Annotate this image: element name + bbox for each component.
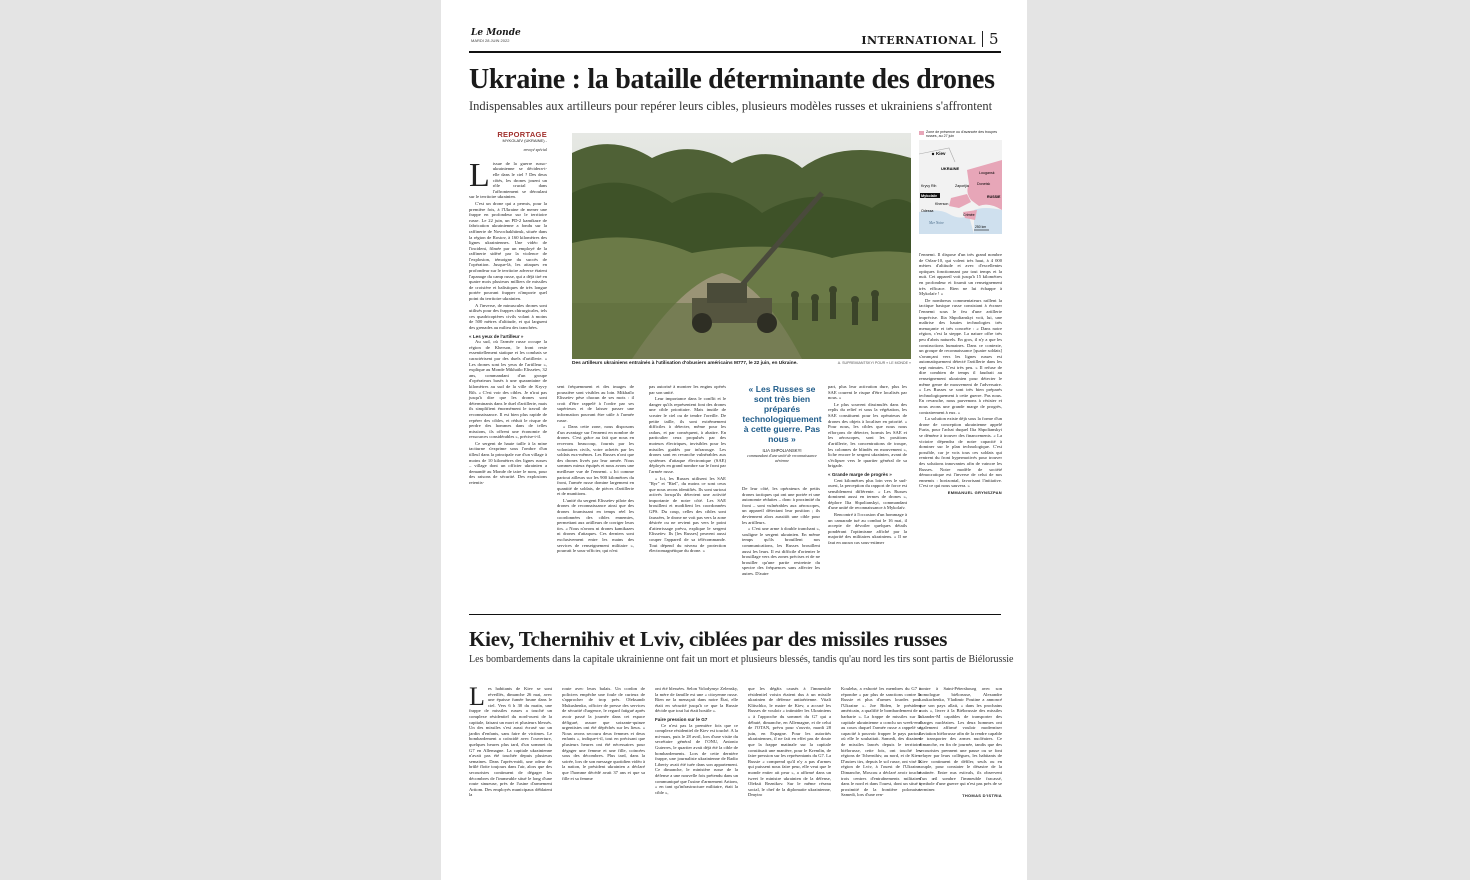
paragraph: es habitants de Kiev se sont réveillés, dimanche 26 mai, avec une épaisse fumée brune dans le ciel. Vers 6 h 30 du matin, une frappe de missiles russes a touché un complexe résidentiel du nord-ouest de la capitale, faisant un mort et plusieurs blessés. Un des missiles s'est aussi écrasé sur un jardin d'enfants, sans faire de victimes. Le bombardement a coïncidé avec l'ouverture, quelques heures plus tard, d'un sommet du G7 en Allemagne. La capitale ukrainienne n'avait pas été touchée depuis plusieurs semaines. Dans l'après-midi, une odeur de brûlé flotte toujours dans l'air, alors que des secouristes continuent de dégager les décombres de l'immeuble situé le long d'une route sinueuse, près de l'usine d'armement Artiom. Des employés municipaux déblaient la [469, 686, 552, 798]
photo-caption-text: Des artilleurs ukrainiens entraînés à l'utilisation d'obusiers américains M777, le 22 juin, en Ukraine. [572, 361, 798, 366]
paragraph: De nombreux commentateurs raillent la tactique basique russe consistant à écraser l'ennemi sous le feu d'une artillerie imprécise. Ilia Shpolianskyi voit, lui, une maîtrise des hautes technologies très menaçante et très concrète : « Dans notre région, c'est la steppe. La nature offre très peu d'abris naturels. En gros, il n'y a que les constructions humaines. Dans ce contexte, un groupe de reconnaissance [quatre soldats] s'avançant vers les lignes russes est automatiquement détecté l'artillerie dans les sept minutes. C'est très peu. » Il refuse de dire combien de temps il faudrait au renseignement ukrainien pour détecter le même genre de mouvement de l'adversaire. « Les Russes se sont très bien préparés technologiquement à cette guerre. Pas nous. En revanche, nous parvenons à résister et nous avons une grande marge de progrès, contrairement à eux. » [919, 297, 1002, 415]
article1-column-2 [557, 384, 634, 555]
article2-column-1 [469, 682, 552, 799]
photo-caption [572, 361, 911, 366]
map-label-mer-noire: Mer Noire [929, 221, 944, 226]
article2-column-3 [655, 686, 738, 796]
article-title: Ukraine : la bataille déterminante des drones [469, 64, 995, 95]
article2-subtitle: Les bombardements dans la capitale ukrainienne ont fait un mort et plusieurs blessés, tandis qu'au nord les tirs sont partis de Biélorussie [469, 654, 1014, 665]
dropcap: L [469, 682, 485, 711]
paragraph: A l'inverse, de minuscules drones sont utilisés pour des frappes chirurgicales, tels ces quadricoptères civils volant à moins de 500 mètres d'altitude, et qui larguent des grenades au milieu des tranchées. [469, 302, 547, 330]
map-label-russie: RUSSIE [987, 195, 1001, 200]
photo-credit: A. SUPREMIANTSKYI POUR « LE MONDE » [837, 361, 911, 365]
map-label-kherson: Kherson [935, 202, 949, 207]
paragraph: ont été blessées. Selon Volodymyr Zelensky, la mère de famille est une « citoyenne russe. Rien ne la menaçait dans notre État, elle était en sécurité jusqu'à ce que la Russie décide que tout lui était hostile ». [655, 686, 738, 714]
map-label-zaporijia: Zaporijia [955, 184, 969, 189]
paragraph: L'unité du sergent Elisseïev pilote des drones de reconnaissance ainsi que des drones fournissant en temps réel les coordonnées des cibles ennemies, permettant aux artilleurs de corriger leurs tirs. « Nous n'avons ni drones kamikazes ni drones d'attaques. Ces derniers sont exclusivement entre les mains des services de renseignement militaire », pourrait le sous-officier, qui n'est [557, 497, 634, 554]
paragraph: Kouleba, a exhorté les membres du G7 à répondre « par plus de sanctions contre la Russie et plus d'armes lourdes pour l'Ukraine ». Joe Biden, le président américain, a qualifié le bombardement de « barbarie ». La frappe de missiles sur la capitale ukrainienne a conclu un week-end au cours duquel l'armée russe a rappelé sa capacité à pouvoir frapper le pays partout où elle le souhaitait. Samedi, des dizaines de missiles lancés depuis le territoire biélorusse, cette fois, ont touché les régions de Tchernihiv, au nord, et de Kiev. D'autres tirs, depuis le sol russe, ont visé la région de Lviv, à l'ouest de l'Ukraine. Dimanche, Moscou a déclaré avoir touché trois centres d'entraînements militaires dans le nord et dans l'ouest, dont un situé à proximité de la frontière polonaise. Samedi, lors d'une ren- [841, 686, 921, 798]
article-separator [469, 614, 1001, 615]
subheading: « Grande marge de progrès » [828, 471, 892, 477]
paragraph: La solution existe déjà sous la forme d'un drone de conception ukrainienne appelé Furia, pour l'achat duquel Ilia Shpolianskyi se démène à trouver des financements. « La victoire dépendra de notre capacité à dominer sur le plan technologique. C'est possible, car je vois tous ces soldats qui rentrent du front hypermotivés pour trouver des solutions innovantes afin de vaincre les Russes. Notre modèle de société démocratique est l'inverse de celui de nos ennemis : horizontal, favorisant l'initiative. C'est ce qui nous sauvera. » [919, 416, 1002, 489]
article1-column-6 [919, 252, 1002, 496]
paragraph: route avec leurs balais. Un cordon de policiers empêche une foule de curieux de s'approcher de trop près. Oleksandr Mukushenko, officier de presse des services de sécurité d'urgence, le regard fatigué après avoir passé la journée dans cet espace défiguré, assure que soixante-quinze urgentistes ont été dépêchés sur les lieux. « Nous avons secouru deux femmes et deux enfants », indique-t-il, tout en précisant que plusieurs heures ont été nécessaires pour dégager une femme et une fille, coincées sous des décombres. Plus tard, dans la soirée, lors de son message quotidien vidéo à la nation, le président ukrainien a déclaré que l'homme décédé avait 37 ans et que sa fille et sa femme [562, 686, 645, 781]
paragraph: pas autorisé à montrer les engins opérés par son unité. [649, 384, 726, 395]
photo-artillery-howitzer [572, 133, 911, 359]
article2-column-5 [841, 686, 921, 799]
paragraph: part, plus leur activation dure, plus les SAE courent le risque d'être localisés par nous. » [828, 384, 907, 401]
kicker-reportage: REPORTAGE [497, 130, 547, 139]
map-legend-text: Zone de présence ou d'avancée des troupes russes, au 27 juin [926, 130, 998, 139]
byline-signature: EMMANUEL GRYNSZPAN [947, 489, 1002, 495]
byline-signature: THOMAS D'ISTRIA [962, 793, 1002, 799]
paragraph: Le plus souvent dissimulés dans des replis du relief et sous la végétation, les SAE constituent pour les opérateurs de drones des objets à localiser en priorité. « Pour nous, les cibles que nous nous efforçons de détecter, hormis les SAE et les aéroscopes, sont les positions d'artillerie, les concentrations de troupe, les colonnes de blindés en mouvement », liche encore le sergent ukrainien, avant de s'éclipser vers le quartier général de sa brigade. [828, 401, 907, 469]
map-label-donetsk: Donetsk [977, 182, 991, 187]
paragraph: Au sud, où l'armée russe occupe la région de Kherson, le front reste essentiellement statique et les combats se caractérisent par des duels d'artillerie. « Les drones sont les yeux de l'artilleur », explique au Monde Mikhaïlo Elisseïev, 32 ans, commandant d'un groupe d'opérateurs basés à une quarantaine de kilomètres au sud de la ville de Kryvy Rih. « C'est voir des cibles. Je n'irai pas jusqu'à dire que les drones sont déterminants dans le duel d'artillerie, mais ils simplifient énormément le travail de reconnaissance. Il est bien plus rapide de repérer des cibles, et réduit le risque de perdre des hommes dans de telles missions, ils offrent une économie de ressources considérables », précise-t-il. [469, 339, 547, 440]
paragraph: Ce n'est pas la première fois que ce complexe résidentiel de Kiev est touché. A la mi-mars, puis le 28 avril, lors d'une visite du secrétaire général de l'ONU, Antonio Guterres, le quartier avait déjà été la cible de bombardements. Lors de cette dernière frappe, une journaliste ukrainienne de Radio Liberty avait été tuée dans son appartement. Ce dimanche, le ministère russe de la défense a une nouvelle fois prétendu dans un communiqué que l'usine d'armement Artiom, « en tant qu'infrastructure militaire, était la cible », [655, 722, 738, 795]
paragraph: que les dégâts causés à l'immeuble résidentiel voisin étaient dus à un missile ukrainien de défense antiaérienne. Vitali Klitschko, le maire de Kiev, a accusé les Russes de vouloir « intimider les Ukrainiens » à l'approche du sommet du G7 qui a débuté, dimanche, en Allemagne, et de celui de l'OTAN, prévu pour s'ouvrir, mardi 28 juin, en Espagne. Pour les autorités ukrainiennes, il ne fait en effet pas de doute que la frappe matinale sur la capitale constituait une manière, pour le Kremlin, de faire pression sur les représentants du G7. La Russie « comprend qu'il n'y a pas d'armes qui puissent nous faire peur, elle veut que le monde entier ait peur », a affirmé dans un tweet le ministre ukrainien de la défense, Oleksii Reznikov. Sur le même réseau social, le chef de la diplomatie ukrainienne, Dmytro [748, 686, 831, 798]
map-label-lougansk: Lougansk [979, 171, 995, 176]
paragraph: sent fréquemment et des images de poussière sont visibles au loin. Mikhaïlo Elisseïev pèse chacun de ses mots : il croit d'être rappelé à l'ordre par ses supérieurs et de laisser passer une information pouvant être utile à l'armée russe. [557, 384, 634, 423]
article-subtitle: Indispensables aux artilleurs pour repérer leurs cibles, plusieurs modèles russes et ukrainiens s'affrontent [469, 99, 993, 113]
paragraph: « C'est une arme à double tranchant », souligne le sergent ukrainien. En même temps qu'ils brouillent nos communications, les Russes brouillent aussi les leurs. Il est difficile d'orienter le brouillage vers des zones précises et de ne brouiller qu'une partie restreinte du spectre des fréquences sans affecter les autres. D'autre [742, 526, 820, 576]
paragraph: « Ici, les Russes utilisent les SAE "Ryr" et "Rtel", du moins ce sont ceux que nous avons identifiés. Ils sont surtout activés lorsqu'ils détectent une activité importante de notre côté. Les SAE brouillent et modifient les coordonnées GPS. Du coup, celles des cibles sont faussées, le drone ne voit pas vers la zone désirée ou ne revient pas vers le point d'atterrissage prévu, explique le sergent Elisseïev. Ils [les Russes] peuvent aussi couper l'appareil de sa télécommande. Tout dépend du niveau de protection électromagnétique du drone. » [649, 475, 726, 554]
map-label-kiev: Kiev [936, 151, 946, 157]
subheading: « Les yeux de l'artilleur » [469, 333, 524, 339]
map-label-ukraine: UKRAINE [941, 166, 960, 172]
article1-column-1 [469, 132, 547, 487]
article2-column-6 [919, 686, 1002, 799]
article1-column-3 [649, 384, 726, 555]
section-header [861, 30, 999, 48]
article-photo [572, 133, 911, 359]
article1-column-4 [742, 486, 820, 578]
article2-title: Kiev, Tchernihiv et Lviv, ciblées par des missiles russes [469, 627, 948, 651]
envoy-label: envoyé spécial [523, 147, 547, 153]
article2-column-2 [562, 686, 645, 782]
map-label-odessa: Odessa [921, 209, 934, 214]
paragraph: contre à Saint-Pétersbourg avec son homologue biélorusse, Alexandre Loukachenko, Vladimir Poutine a annoncé que son pays allait, « dans les prochains mois », livrer à la Biélorussie des missiles Iskander-M capables de transporter des charges nucléaires. Les deux hommes ont également affirmé vouloir moderniser l'aviation biélorusse afin de la rendre capable de transporter des armes nucléaires. Ce dimanche, en fin de journée, tandis que des secouristes prennent une pause ou se font relayer par leurs collègues, les habitants de Kiev continuent de défiler, seuls ou en couple, pour constater le désastre de la matinée. Entre nus estivals, ils observent d'un œil sombre l'immeuble fracassé, symbole d'une guerre qui n'est pas près de se terminer. [919, 686, 1002, 792]
paragraph: Ce sergent de haute taille à la mine taciturne s'exprime sous l'ombre d'un tilleul dans la principale rue d'un village à moins de 10 kilomètres des lignes russes – village dont un officier ukrainien a demandé au Monde de taire le nom, pour des raisons de sécurité. Des explosions retentis- [469, 440, 547, 486]
pull-quote [742, 384, 822, 463]
map-label-mykolaiv: Mykolaïv [921, 194, 938, 199]
newspaper-page [441, 0, 1027, 880]
paragraph: « Dans cette zone, nous disposons d'un avantage sur l'ennemi en nombre de drones. C'est grâce au fait que nous en recevons beaucoup, fournis par les volontaires civils, votre achetés par les soldats eux-mêmes. Les Russes n'ont que des drones livrés par leur armée. Nous sommes mieux équipés et nous avons une meilleure vue de l'ennemi. » Ici comme partout ailleurs sur les 900 kilomètres du front, l'armée russe domine largement en quantité de soldats, de pièces d'artillerie et de munitions. [557, 424, 634, 497]
dateline: MYKOLAÏV (UKRAINE) - [502, 137, 547, 143]
section-divider [982, 31, 983, 47]
paragraph: Rencontré à l'occasion d'un hommage à un camarade tué au combat le 16 mai, il accepte de dévoiler quelques détails pondérant l'optimisme affiché par la majorité des militaires ukrainiens. « Il ne faut en aucun cas sous-estimer [828, 512, 907, 546]
header-rule [469, 51, 1001, 53]
masthead [471, 28, 521, 43]
issue-date: MARDI 28 JUIN 2022 [471, 38, 510, 43]
paragraph: C'est un drone qui a permis, pour la première fois, à l'Ukraine de mener une frappe en profondeur sur le territoire russe. Le 22 juin, un PD-2 kamikaze de fabrication ukrainienne a fondu sur la raffinerie de Novochakhtinsk, située dans la région de Rostov, à 160 kilomètres des lignes ukrainiennes. Une vidéo de l'incident, filmée par un employé de la raffinerie sidéré par la violence de l'explosion, témoigne du succès de l'opération. Jusque-là, les attaques en profondeur sur le territoire adverse étaient l'apanage du camp russe, qui a déjà tiré en quatre mois plusieurs milliers de missiles de croisière et balistiques de très longue portée pouvant frapper n'importe quel point du territoire ukrainien. [469, 200, 547, 302]
subheading: Faire pression sur le G7 [655, 716, 708, 722]
pull-quote-text: « Les Russes se sont très bien préparés technologiquement à cette guerre. Pas nous » [742, 384, 822, 444]
map-graphic [919, 140, 1002, 234]
pull-quote-role: commandant d'une unité de reconnaissance aérienne [747, 453, 817, 463]
paragraph: Cent kilomètres plus loin vers le sud-ouest, la perception du rapport de force est sensiblement différente. « Les Russes dominent aussi en termes de drones », déplore Ilia Shpolianskyi, commandant d'une unité de reconnaissance à Mykolaïv. [828, 477, 907, 511]
paragraph: De leur côté, les opérateurs de petits drones tactiques qui ont une portée et une autonomie réduites – donc à proximité du front – sont vulnérables aux aéroscopes, un appareil détectant leur position ; ils deviennent alors aussitôt une cible pour les artilleurs. [742, 486, 820, 525]
map-label-crimee: Crimée [963, 213, 975, 218]
map-label-kryvy-rih: Kryvy Rih [921, 184, 937, 189]
map-scale-label: 250 km [975, 225, 987, 230]
dropcap: L [469, 156, 490, 194]
newspaper-logo: Le Monde [471, 28, 521, 38]
page-number: 5 [988, 30, 999, 48]
paragraph: Leur importance dans le conflit et le danger qu'ils représentent font des drones une cible prioritaire. Mais inutile de scruter le ciel ou de tendre l'oreille. De petite taille, ils sont extrêmement difficiles à détecter, même pour les radars, et par conséquent, à abattre. En particulier ceux propulsés par des moteurs électriques, invisibles pour les missiles guidés par infrarouge. Les drones sont en revanche vulnérables aux systèmes d'attaque électronique (SAE) déployés en grand nombre sur le front par l'armée russe. [649, 396, 726, 474]
paragraph: l'ennemi. Il dispose d'un très grand nombre de Orlan-10, qui volent très haut, à 4 000 mètres d'altitude et avec d'excellentes optiques fonctionnant par tout temps et la nuit. Cet appareil voit jusqu'à 15 kilomètres en profondeur et fournit un renseignement très efficace. Rien ne lui échappe à Mykolaïv ! » [919, 252, 1002, 297]
legend-swatch [919, 131, 924, 135]
map-legend [919, 130, 1002, 138]
paragraph: issue de la guerre russo-ukrainienne se décidera-t-elle dans le ciel ? Des deux côtés, les drones jouent un rôle crucial dans l'affrontement se déroulant sur le territoire ukrainien. [469, 160, 547, 200]
section-name: INTERNATIONAL [861, 34, 976, 47]
map-russian-advance [919, 130, 1002, 237]
article1-column-5 [828, 384, 907, 547]
article2-column-4 [748, 686, 831, 799]
pull-quote-author: ILIA SHPOLIANSKYI [762, 448, 802, 453]
